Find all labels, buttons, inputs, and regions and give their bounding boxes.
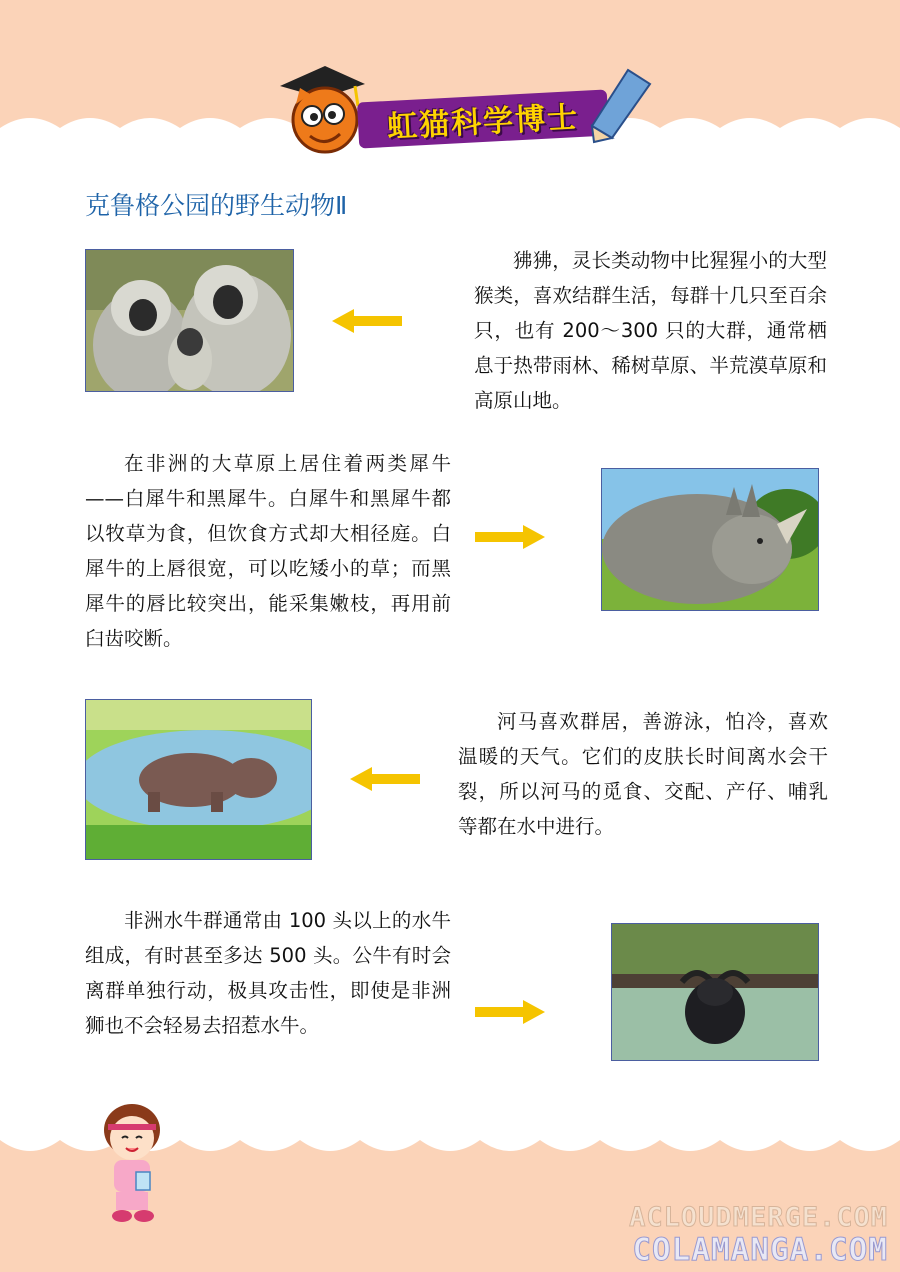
rhino-paragraph: 在非洲的大草原上居住着两类犀牛——白犀牛和黑犀牛。白犀牛和黑犀牛都以牧草为食，但饮食方式却大相径庭。白犀牛的上唇很宽，可以吃矮小的草；而黑犀牛的唇比较突出，能采集嫩枝，再用前臼齿咬断。 [85,452,451,650]
hippo-paragraph: 河马喜欢群居，善游泳，怕冷，喜欢温暖的天气。它们的皮肤长时间离水会干裂，所以河马的觅食、交配、产仔、哺乳等都在水中进行。 [458,710,828,838]
pencil-icon [588,64,658,144]
hippo-photo [85,699,312,860]
series-logo [270,58,650,163]
watermark-line-2: COLAMANGA.COM [632,1232,888,1268]
watermark-line-1: ACLOUDMERGE.COM [629,1202,888,1233]
page-title: 克鲁格公园的野生动物Ⅱ [85,191,348,220]
rhino-photo [601,468,819,611]
arrow-right-icon [475,522,545,552]
logo-title: 虹猫科学博士 [357,89,609,148]
arrow-left-icon [350,764,420,794]
monkey-photo [85,249,294,392]
buffalo-paragraph: 非洲水牛群通常由 100 头以上的水牛组成，有时甚至多达 500 头。公牛有时会离群单独行动，极具攻击性，即使是非洲狮也不会轻易去招惹水牛。 [85,909,451,1037]
arrow-right-icon [475,997,545,1027]
buffalo-photo [611,923,819,1061]
baboon-paragraph: 狒狒，灵长类动物中比猩猩小的大型猴类，喜欢结群生活，每群十几只至百余只，也有 200～300 只的大群，通常栖息于热带雨林、稀树草原、半荒漠草原和高原山地。 [474,249,827,412]
arrow-left-icon [332,306,402,336]
girl-mascot-icon [92,1100,172,1228]
